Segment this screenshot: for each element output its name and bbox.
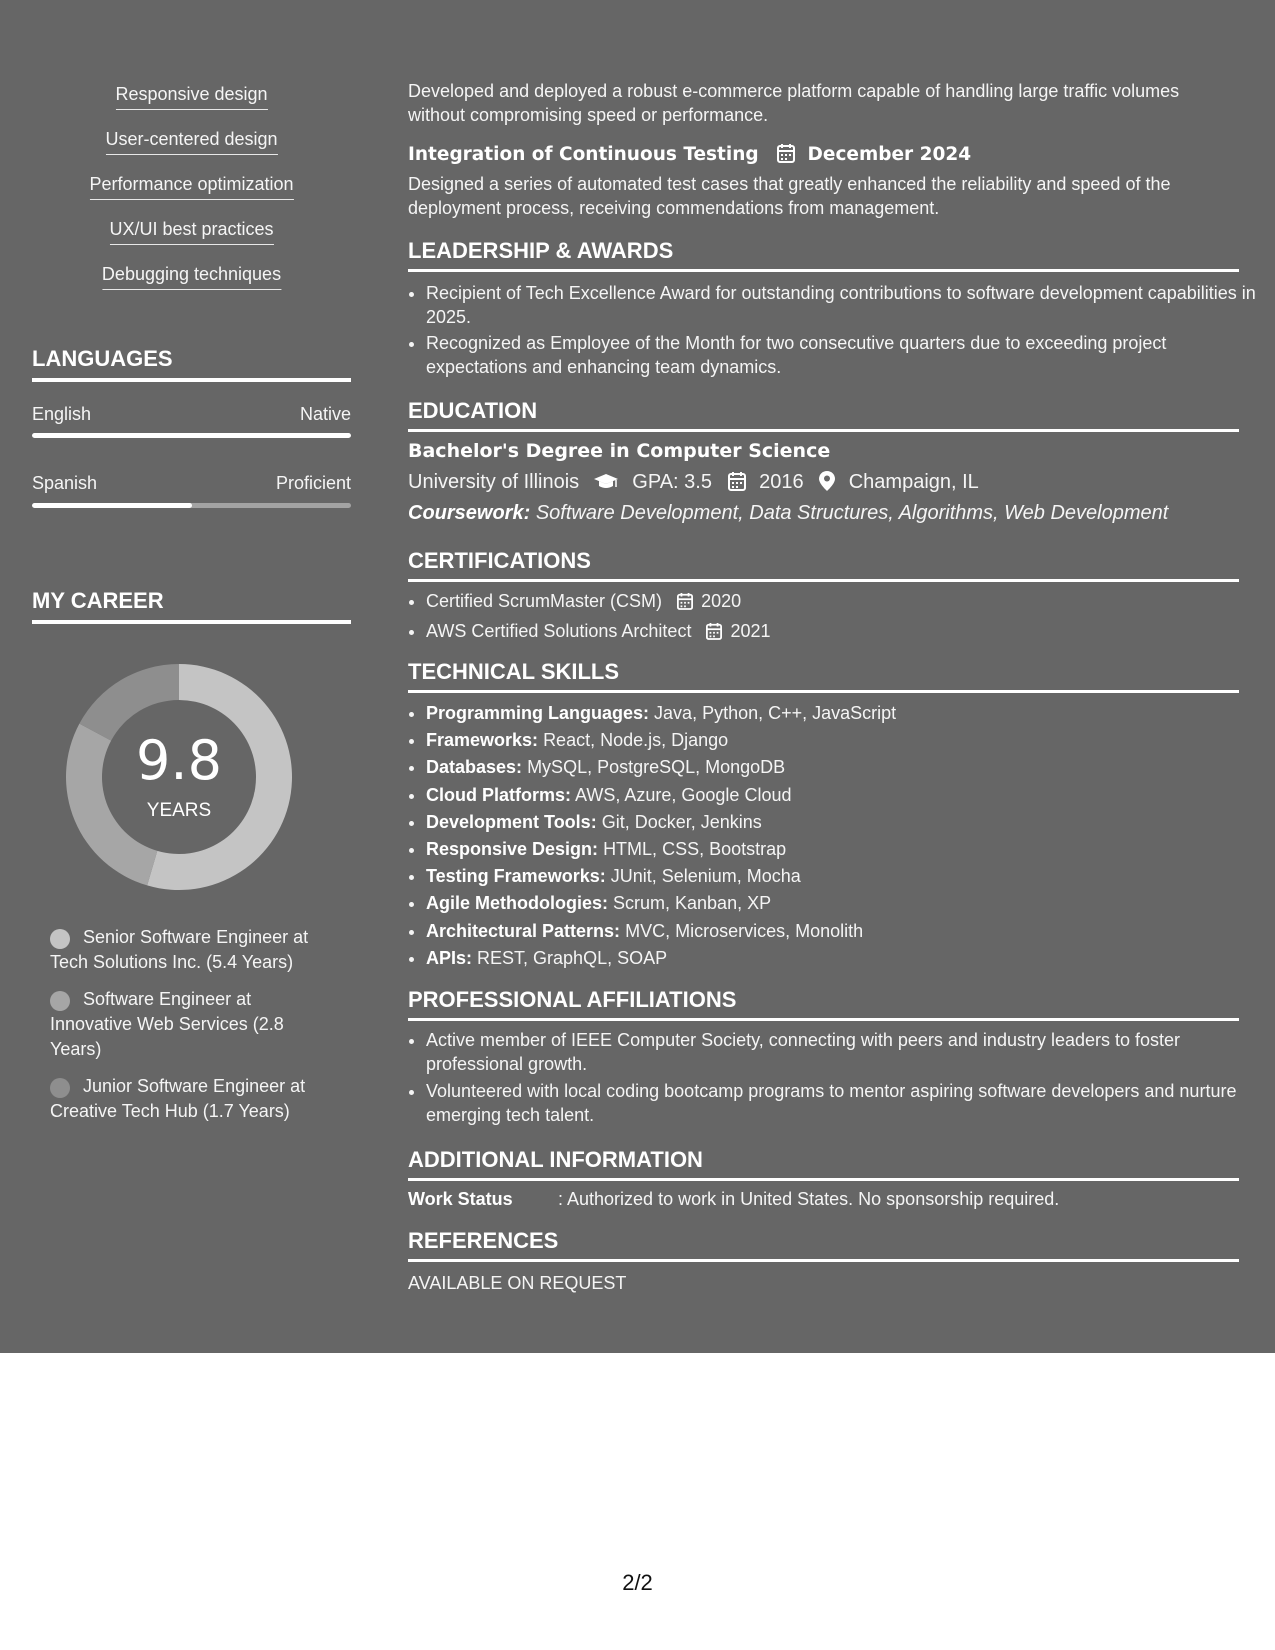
coursework-list: Software Development, Data Structures, Algorithms, Web Development xyxy=(535,502,1169,524)
language-level: Native xyxy=(299,404,351,424)
career-legend-item xyxy=(50,987,335,1062)
skill-values: Git, Docker, Jenkins xyxy=(601,811,762,832)
school-location: Champaign, IL xyxy=(848,471,979,493)
list-item: • Active member of IEEE Computer Society, connecting with peers and industry leaders to foster professional growth. xyxy=(426,1028,1257,1076)
references-text: AVAILABLE ON REQUEST xyxy=(408,1273,627,1293)
certifications-heading: CERTIFICATIONS xyxy=(408,548,1239,582)
language-proficiency-bar xyxy=(32,433,351,438)
skill-category: Frameworks: xyxy=(426,730,539,751)
skill-values: React, Node.js, Django xyxy=(543,730,729,751)
language-name: English xyxy=(32,404,92,424)
skill-category: Responsive Design: xyxy=(426,839,599,860)
project-description: Designed a series of automated test cases that greatly enhanced the reliability and speed of the deployment process, receiving commendations from management. xyxy=(408,174,1171,218)
language-proficiency-fill xyxy=(32,503,192,508)
skill-category: Programming Languages: xyxy=(426,703,650,723)
career-legend-item xyxy=(50,925,335,975)
skill-category: Architectural Patterns: xyxy=(426,920,621,941)
career-heading: MY CAREER xyxy=(32,588,351,624)
references-heading: REFERENCES xyxy=(408,1228,1239,1262)
language-proficiency-fill xyxy=(32,433,351,438)
degree-title: Bachelor's Degree in Computer Science xyxy=(408,440,831,462)
skill-values: MVC, Microservices, Monolith xyxy=(625,920,864,941)
technical-skills-list xyxy=(408,700,1257,972)
project-date: December 2024 xyxy=(807,144,972,165)
certification-year: 2020 xyxy=(701,591,742,611)
list-item xyxy=(426,809,1257,836)
list-item xyxy=(426,836,1257,863)
skill-values: Scrum, Kanban, XP xyxy=(613,893,772,914)
legend-dot-icon xyxy=(50,929,70,949)
work-status-row xyxy=(408,1189,1239,1210)
affiliations-list xyxy=(408,1028,1257,1127)
graduation-year: 2016 xyxy=(759,471,804,493)
skill-category: Databases: xyxy=(426,757,523,778)
list-item xyxy=(426,700,1257,727)
skill-item: UX/UI best practices xyxy=(109,219,273,245)
list-item xyxy=(426,619,1257,646)
list-item: • Recipient of Tech Excellence Award for outstanding contributions to software development capabilities in 2025. xyxy=(426,281,1257,329)
additional-info-heading: ADDITIONAL INFORMATION xyxy=(408,1147,1239,1181)
skill-category: Testing Frameworks: xyxy=(426,866,606,887)
school-name: University of Illinois xyxy=(408,471,580,493)
skill-values: REST, GraphQL, SOAP xyxy=(477,947,668,968)
legend-dot-icon xyxy=(50,991,70,1011)
legend-dot-icon xyxy=(50,1078,70,1098)
education-heading: EDUCATION xyxy=(408,398,1239,432)
coursework xyxy=(408,502,1239,525)
list-item: • Recognized as Employee of the Month for two consecutive quarters due to exceeding project expectations and enhancing team dynamics. xyxy=(426,331,1257,379)
page-number: 2/2 xyxy=(622,1570,653,1595)
list-item: • Volunteered with local coding bootcamp programs to mentor aspiring software developers and nurture emerging tech talent. xyxy=(426,1079,1257,1127)
technical-skills-heading: TECHNICAL SKILLS xyxy=(408,659,1239,693)
intro-text: Developed and deployed a robust e-commerce platform capable of handling large traffic volumes without compromising speed or performance. xyxy=(408,81,1180,125)
skill-item: User-centered design xyxy=(105,129,277,155)
work-status-label: Work Status xyxy=(408,1189,513,1209)
list-item xyxy=(426,782,1257,809)
project-header xyxy=(408,143,971,168)
career-legend-text: Software Engineer at Innovative Web Services (2.8 Years) xyxy=(50,989,284,1059)
skill-category: Agile Methodologies: xyxy=(426,893,608,914)
calendar-icon xyxy=(706,622,722,646)
project-title: Integration of Continuous Testing xyxy=(408,144,759,165)
skill-category: Cloud Platforms: xyxy=(426,784,572,805)
skill-item: Responsive design xyxy=(115,84,267,110)
graduation-cap-icon xyxy=(593,473,619,497)
skill-values: JUnit, Selenium, Mocha xyxy=(610,866,801,887)
calendar-icon xyxy=(677,592,693,616)
skill-values: AWS, Azure, Google Cloud xyxy=(575,784,792,805)
certification-name: AWS Certified Solutions Architect xyxy=(426,621,692,641)
languages-heading: LANGUAGES xyxy=(32,346,351,382)
certification-year: 2021 xyxy=(730,621,771,641)
career-legend-text: Senior Software Engineer at Tech Solutions Inc. (5.4 Years) xyxy=(50,927,309,972)
coursework-label: Coursework: xyxy=(408,502,531,524)
career-legend-item xyxy=(50,1074,335,1124)
language-proficiency-bar xyxy=(32,503,351,508)
calendar-icon xyxy=(777,143,795,168)
list-item xyxy=(426,754,1257,781)
leadership-list xyxy=(408,281,1257,379)
gpa: GPA: 3.5 xyxy=(632,471,712,493)
skill-category: APIs: xyxy=(426,947,473,968)
work-status-value: : Authorized to work in United States. No sponsorship required. xyxy=(558,1189,1060,1209)
list-item xyxy=(426,890,1257,917)
skill-item: Performance optimization xyxy=(89,174,293,200)
language-name: Spanish xyxy=(32,473,98,493)
career-years-label: YEARS xyxy=(146,800,212,821)
career-total-years: 9.8 xyxy=(136,729,222,792)
affiliations-heading: PROFESSIONAL AFFILIATIONS xyxy=(408,987,1239,1021)
certifications-list xyxy=(408,589,1257,646)
list-item xyxy=(426,863,1257,890)
career-legend-text: Junior Software Engineer at Creative Tech Hub (1.7 Years) xyxy=(50,1076,306,1121)
skill-category: Development Tools: xyxy=(426,811,597,832)
list-item xyxy=(426,918,1257,945)
education-details xyxy=(408,471,1239,497)
list-item xyxy=(426,727,1257,754)
list-item xyxy=(426,589,1257,616)
career-legend xyxy=(50,925,335,1136)
calendar-icon xyxy=(728,471,746,497)
career-donut-chart xyxy=(66,664,292,890)
skill-values: MySQL, PostgreSQL, MongoDB xyxy=(527,757,786,778)
certification-name: Certified ScrumMaster (CSM) xyxy=(426,591,663,611)
leadership-heading: LEADERSHIP & AWARDS xyxy=(408,238,1239,272)
language-level: Proficient xyxy=(275,473,351,493)
skill-item: Debugging techniques xyxy=(102,264,281,290)
skill-values: Java, Python, C++, JavaScript xyxy=(654,703,897,723)
list-item xyxy=(426,945,1257,972)
skill-values: HTML, CSS, Bootstrap xyxy=(603,839,787,860)
location-pin-icon xyxy=(819,471,835,497)
